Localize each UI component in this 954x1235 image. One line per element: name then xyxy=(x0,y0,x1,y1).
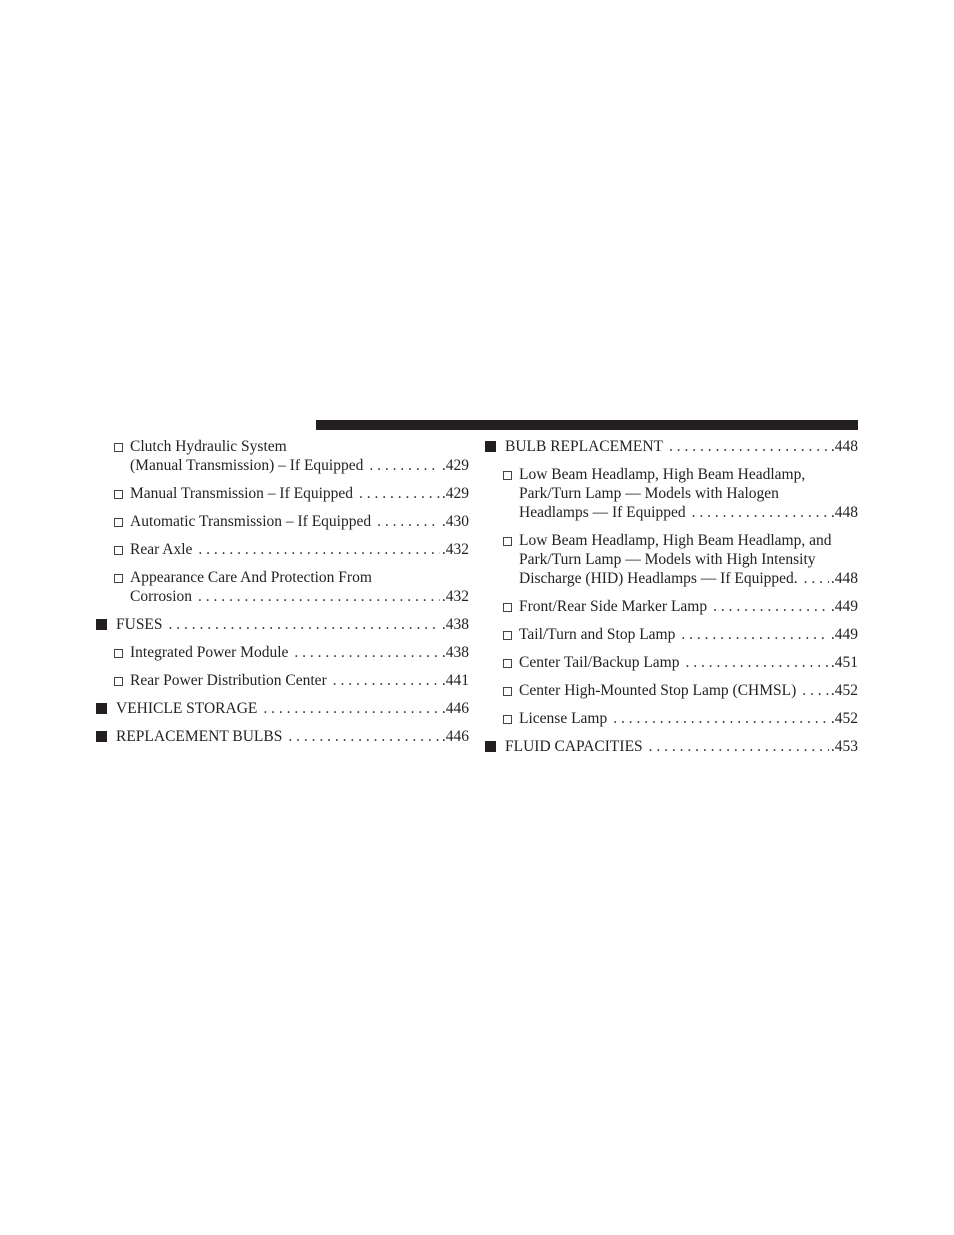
toc-entry-text: REPLACEMENT BULBS xyxy=(116,728,283,745)
toc-entry-text: BULB REPLACEMENT xyxy=(505,438,664,455)
toc-entry-text: Park/Turn Lamp — Models with High Intensity xyxy=(519,551,816,568)
toc-section-entry[interactable] xyxy=(485,737,858,756)
toc-section-entry[interactable] xyxy=(96,699,469,718)
toc-page-number: .446 xyxy=(441,700,469,717)
toc-entry-text: VEHICLE STORAGE xyxy=(116,700,258,717)
toc-subsection-entry[interactable] xyxy=(485,625,858,644)
toc-entry-text: FUSES xyxy=(116,616,163,633)
toc-page-number: .448 xyxy=(830,438,858,455)
hollow-square-bullet-icon xyxy=(114,574,123,583)
hollow-square-bullet-icon xyxy=(114,677,123,686)
toc-page-number: .451 xyxy=(830,654,858,671)
dot-leader xyxy=(681,625,829,644)
hollow-square-bullet-icon xyxy=(114,443,123,452)
dot-leader xyxy=(288,727,440,746)
toc-page-number: .446 xyxy=(441,728,469,745)
toc-entry-text: Integrated Power Module xyxy=(130,644,289,661)
toc-entry-text: Rear Axle xyxy=(130,541,193,558)
toc-page-number: .429 xyxy=(441,457,469,474)
toc-entry-text: Automatic Transmission – If Equipped xyxy=(130,513,372,530)
hollow-square-bullet-icon xyxy=(114,546,123,555)
dot-leader xyxy=(377,512,440,531)
toc-subsection-entry[interactable] xyxy=(96,540,469,559)
toc-entry-text: License Lamp xyxy=(519,710,608,727)
toc-right-column xyxy=(485,437,858,765)
toc-entry-text: Rear Power Distribution Center xyxy=(130,672,327,689)
dot-leader xyxy=(198,540,439,559)
toc-section-entry[interactable] xyxy=(96,615,469,634)
toc-page-number: .448 xyxy=(830,504,858,521)
toc-subsection-entry[interactable] xyxy=(485,653,858,672)
hollow-square-bullet-icon xyxy=(114,518,123,527)
toc-entry-text: Corrosion xyxy=(130,588,192,605)
toc-entry-text: (Manual Transmission) – If Equipped xyxy=(130,457,364,474)
toc-page-number: .453 xyxy=(830,738,858,755)
toc-entry-text: Clutch Hydraulic System xyxy=(130,438,287,455)
hollow-square-bullet-icon xyxy=(114,490,123,499)
toc-page-number: .432 xyxy=(441,588,469,605)
toc-entry-text: Tail/Turn and Stop Lamp xyxy=(519,626,676,643)
dot-leader xyxy=(692,503,829,522)
hollow-square-bullet-icon xyxy=(114,649,123,658)
toc-page-number: .449 xyxy=(830,626,858,643)
dot-leader xyxy=(649,737,829,756)
toc-page-number: .452 xyxy=(830,710,858,727)
dot-leader xyxy=(613,709,829,728)
toc-entry-text: Center High-Mounted Stop Lamp (CHMSL) xyxy=(519,682,797,699)
toc-section-entry[interactable] xyxy=(96,727,469,746)
dot-leader xyxy=(713,597,829,616)
toc-subsection-entry[interactable] xyxy=(96,671,469,690)
toc-subsection-entry[interactable] xyxy=(485,681,858,700)
dot-leader xyxy=(359,484,440,503)
dot-leader xyxy=(198,587,440,606)
toc-left-column xyxy=(96,437,469,755)
toc-entry-text: Appearance Care And Protection From xyxy=(130,569,372,586)
hollow-square-bullet-icon xyxy=(503,603,512,612)
toc-page-number: .438 xyxy=(441,644,469,661)
toc-subsection-entry[interactable] xyxy=(96,437,469,475)
filled-square-bullet-icon xyxy=(96,703,107,714)
dot-leader xyxy=(333,671,440,690)
toc-page-number: .429 xyxy=(441,485,469,502)
toc-page-number: .441 xyxy=(441,672,469,689)
toc-entry-text: Low Beam Headlamp, High Beam Headlamp, xyxy=(519,466,806,483)
toc-subsection-entry[interactable] xyxy=(485,597,858,616)
hollow-square-bullet-icon xyxy=(503,715,512,724)
dot-leader xyxy=(802,681,829,700)
toc-subsection-entry[interactable] xyxy=(485,465,858,522)
toc-subsection-entry[interactable] xyxy=(96,643,469,662)
toc-page-number: .449 xyxy=(830,598,858,615)
hollow-square-bullet-icon xyxy=(503,537,512,546)
dot-leader xyxy=(685,653,828,672)
toc-page-number: .438 xyxy=(441,616,469,633)
toc-subsection-entry[interactable] xyxy=(96,568,469,606)
toc-subsection-entry[interactable] xyxy=(96,484,469,503)
header-rule-bar xyxy=(316,420,858,430)
toc-entry-text: Front/Rear Side Marker Lamp xyxy=(519,598,708,615)
hollow-square-bullet-icon xyxy=(503,687,512,696)
toc-subsection-entry[interactable] xyxy=(485,531,858,588)
toc-subsection-entry[interactable] xyxy=(485,709,858,728)
dot-leader xyxy=(369,456,440,475)
toc-page-number: .432 xyxy=(441,541,469,558)
toc-section-entry[interactable] xyxy=(485,437,858,456)
toc-entry-text: Low Beam Headlamp, High Beam Headlamp, and xyxy=(519,532,832,549)
hollow-square-bullet-icon xyxy=(503,631,512,640)
dot-leader xyxy=(169,615,440,634)
toc-entry-text: Center Tail/Backup Lamp xyxy=(519,654,680,671)
toc-entry-text: FLUID CAPACITIES xyxy=(505,738,643,755)
hollow-square-bullet-icon xyxy=(503,471,512,480)
dot-leader xyxy=(263,699,440,718)
dot-leader xyxy=(804,569,829,588)
filled-square-bullet-icon xyxy=(96,731,107,742)
toc-page-number: .448 xyxy=(830,570,858,587)
hollow-square-bullet-icon xyxy=(503,659,512,668)
toc-entry-text: Park/Turn Lamp — Models with Halogen xyxy=(519,485,779,502)
toc-entry-text: Discharge (HID) Headlamps — If Equipped. xyxy=(519,570,798,587)
toc-subsection-entry[interactable] xyxy=(96,512,469,531)
dot-leader xyxy=(669,437,829,456)
toc-page-number: .452 xyxy=(830,682,858,699)
filled-square-bullet-icon xyxy=(485,741,496,752)
toc-entry-text: Headlamps — If Equipped xyxy=(519,504,686,521)
dot-leader xyxy=(294,643,439,662)
toc-entry-text: Manual Transmission – If Equipped xyxy=(130,485,354,502)
toc-page-number: .430 xyxy=(441,513,469,530)
filled-square-bullet-icon xyxy=(96,619,107,630)
filled-square-bullet-icon xyxy=(485,441,496,452)
